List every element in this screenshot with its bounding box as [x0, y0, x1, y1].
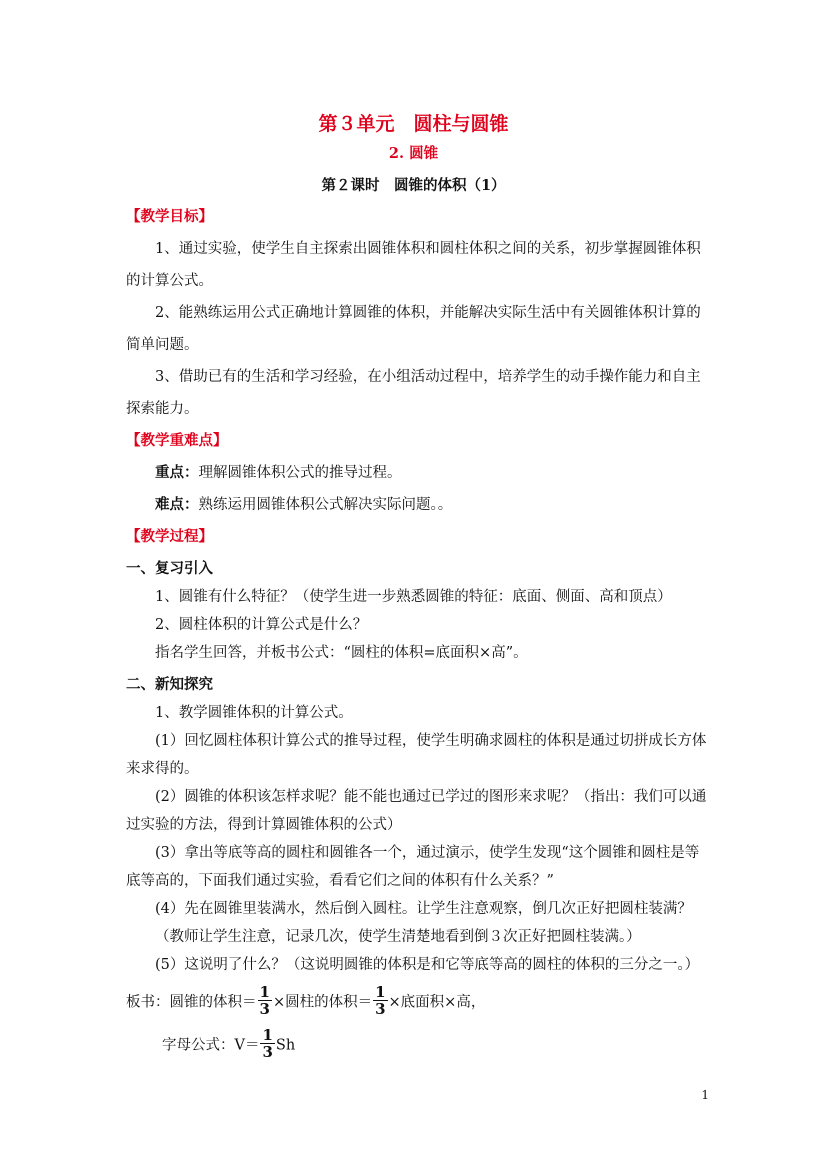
step-2-line-2: 过实验的方法，得到计算圆锥体积的公式）: [126, 817, 402, 833]
keypoints-heading: 【教学重难点】: [126, 432, 228, 449]
part-1-line-1: 1、圆锥有什么特征？（使学生进一步熟悉圆锥的特征：底面、侧面、高和顶点）: [155, 589, 672, 605]
step-3-line-2: 底等高的，下面我们通过实验，看看它们之间的体积有什么关系？”: [126, 873, 554, 889]
fraction-denominator: 3: [375, 1000, 386, 1018]
objective-2-line-1: 2、能熟练运用公式正确地计算圆锥的体积，并能解决实际生活中有关圆锥体积计算的: [155, 305, 701, 321]
process-heading: 【教学过程】: [126, 528, 213, 545]
letter-formula-part-1: 字母公式：V＝: [162, 1037, 260, 1054]
fraction-numerator: 1: [259, 983, 270, 1001]
step-4-line-1: (4）先在圆锥里装满水，然后倒入圆柱。让学生注意观察，倒几次正好把圆柱装满？: [155, 901, 692, 917]
page-number: 1: [701, 1088, 709, 1102]
objective-3-line-2: 探索能力。: [126, 401, 199, 417]
board-formula: [126, 983, 486, 1019]
fraction-one-third: [373, 984, 387, 1017]
fraction-one-third: [260, 1027, 274, 1060]
letter-formula-part-2: Sh: [275, 1037, 296, 1054]
hard-point-label: 难点：: [155, 496, 199, 513]
fraction-numerator: 1: [375, 983, 386, 1001]
step-1-line-1: (1）回忆圆柱体积计算公式的推导过程，使学生明确求圆柱的体积是通过切拼成长方体: [155, 733, 707, 749]
objective-3-line-1: 3、借助已有的生活和学习经验，在小组活动过程中，培养学生的动手操作能力和自主: [155, 369, 701, 385]
step-4-line-2: （教师让学生注意，记录几次，使学生清楚地看到倒３次正好把圆柱装满。）: [155, 929, 641, 945]
objective-2-line-2: 简单问题。: [126, 337, 199, 353]
lesson-title: 第２课时 圆锥的体积（1）: [321, 177, 506, 194]
fraction-numerator: 1: [262, 1026, 273, 1044]
board-formula-part-3: ×底面积×高，: [388, 994, 486, 1011]
key-point-label: 重点：: [155, 464, 199, 481]
part-1-line-2: 2、圆柱体积的计算公式是什么？: [155, 617, 368, 633]
step-3-line-1: (3）拿出等底等高的圆柱和圆锥各一个，通过演示，使学生发现“这个圆锥和圆柱是等: [155, 845, 700, 861]
part-2-intro: 1、教学圆锥体积的计算公式。: [155, 705, 353, 721]
step-1-line-2: 来求得的。: [126, 761, 199, 777]
board-formula-part-1: 板书：圆锥的体积＝: [126, 994, 257, 1011]
step-5: (5）这说明了什么？（这说明圆锥的体积是和它等底等高的圆柱的体积的三分之一。）: [155, 957, 700, 973]
letter-formula: [162, 1026, 296, 1062]
key-point: [155, 463, 402, 483]
hard-point: [155, 495, 452, 515]
step-2-line-1: (2）圆锥的体积该怎样求呢？能不能也通过已学过的图形来求呢？（指出：我们可以通: [155, 789, 707, 805]
board-formula-part-2: ×圆柱的体积＝: [272, 994, 373, 1011]
objectives-heading: 【教学目标】: [126, 208, 213, 225]
fraction-one-third: [258, 984, 272, 1017]
part-2-title: 二、新知探究: [126, 676, 213, 693]
unit-title: 第３单元 圆柱与圆锥: [318, 113, 509, 135]
fraction-denominator: 3: [259, 1000, 270, 1018]
fraction-denominator: 3: [262, 1043, 273, 1061]
objective-1-line-2: 的计算公式。: [126, 273, 213, 289]
part-1-title: 一、复习引入: [126, 560, 213, 577]
key-point-text: 理解圆锥体积公式的推导过程。: [198, 465, 402, 481]
section-title: 2. 圆锥: [388, 145, 439, 162]
hard-point-text: 熟练运用圆锥体积公式解决实际问题。。: [198, 497, 453, 513]
objective-1-line-1: 1、通过实验，使学生自主探索出圆锥体积和圆柱体积之间的关系，初步掌握圆锥体积: [155, 241, 701, 257]
part-1-line-3: 指名学生回答，并板书公式：“圆柱的体积=底面积×高”。: [155, 645, 528, 661]
